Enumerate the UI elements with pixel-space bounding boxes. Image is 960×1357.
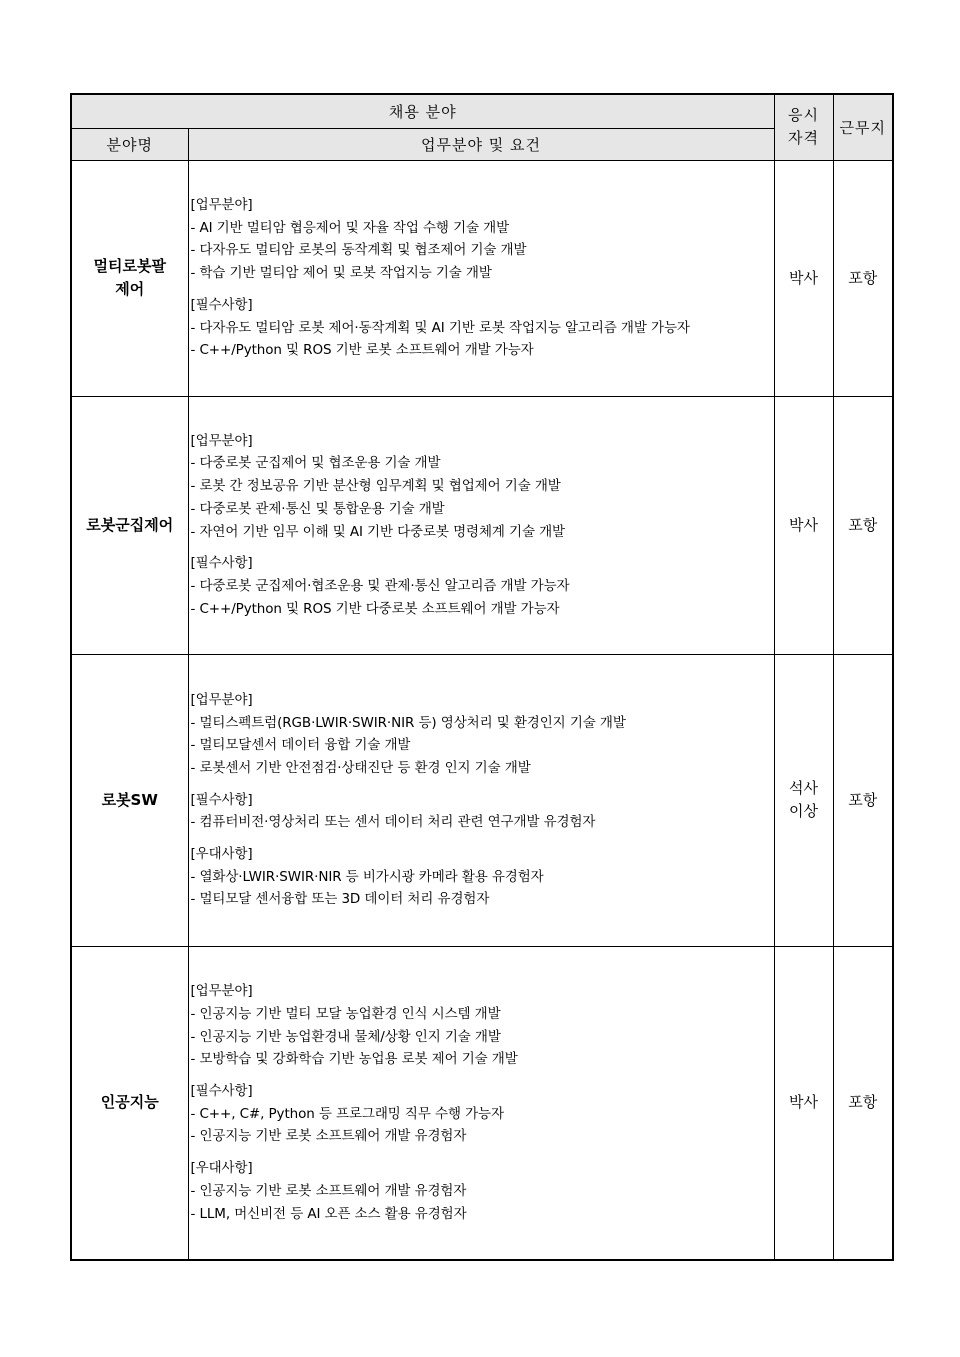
- section-item: - 멀티스펙트럼(RGB·LWIR·SWIR·NIR 등) 영상처리 및 환경인지 기술 개발: [190, 714, 626, 731]
- table-body: [71, 160, 893, 1260]
- section-item: - 인공지능 기반 멀티 모달 농업환경 인식 시스템 개발: [190, 1005, 501, 1022]
- section-title: [필수사항]: [190, 791, 253, 808]
- duties-cell: [188, 160, 774, 396]
- field-name-cell: [71, 396, 188, 654]
- duty-section: [191, 789, 774, 834]
- section-item: - 자연어 기반 임무 이해 및 AI 기반 다중로봇 명령체계 기술 개발: [190, 523, 565, 540]
- section-title: [업무분야]: [190, 432, 253, 449]
- section-item: - C++, C#, Python 등 프로그래밍 직무 수행 가능자: [190, 1105, 504, 1122]
- section-item: - 다중로봇 관제·통신 및 통합운용 기술 개발: [190, 500, 445, 517]
- section-item: - 인공지능 기반 로봇 소프트웨어 개발 유경험자: [190, 1128, 467, 1145]
- header-recruit-field: 채용 분야: [71, 94, 774, 128]
- duty-section: [191, 552, 774, 620]
- field-name-cell: [71, 160, 188, 396]
- qualification-text: 석사: [789, 779, 818, 797]
- section-title: [필수사항]: [190, 1083, 253, 1100]
- recruitment-table: [70, 93, 894, 1261]
- section-item: - C++/Python 및 ROS 기반 다중로봇 소프트웨어 개발 가능자: [190, 600, 560, 617]
- section-item: - 다중로봇 군집제어 및 협조운용 기술 개발: [190, 455, 441, 472]
- duty-section: [191, 194, 774, 285]
- qualification-cell: [774, 396, 833, 654]
- qualification-cell: [774, 160, 833, 396]
- table-row: [71, 654, 893, 946]
- section-item: - 로봇 간 정보공유 기반 분산형 임무계획 및 협업제어 기술 개발: [190, 478, 561, 495]
- section-item: - 학습 기반 멀티암 제어 및 로봇 작업지능 기술 개발: [190, 265, 492, 282]
- section-title: [업무분야]: [190, 197, 253, 214]
- field-name-text: 로봇SW: [101, 790, 158, 809]
- section-item: - C++/Python 및 ROS 기반 로봇 소프트웨어 개발 가능자: [190, 342, 534, 359]
- section-item: - 모방학습 및 강화학습 기반 농업용 로봇 제어 기술 개발: [190, 1051, 518, 1068]
- header-eligibility: [774, 94, 833, 160]
- section-item: - 컴퓨터비전·영상처리 또는 센서 데이터 처리 관련 연구개발 유경험자: [190, 814, 596, 831]
- section-title: [필수사항]: [190, 296, 253, 313]
- section-item: - 열화상·LWIR·SWIR·NIR 등 비가시광 카메라 활용 유경험자: [190, 868, 544, 885]
- section-title: [업무분야]: [190, 691, 253, 708]
- duty-section: [191, 1080, 774, 1148]
- section-item: - 로봇센서 기반 안전점검·상태진단 등 환경 인지 기술 개발: [190, 759, 531, 776]
- qualification-text: 이상: [789, 802, 818, 820]
- section-item: - 멀티모달 센서융합 또는 3D 데이터 처리 유경험자: [190, 891, 490, 908]
- table-row: [71, 160, 893, 396]
- qualification-cell: [774, 946, 833, 1260]
- section-title: [우대사항]: [190, 846, 253, 863]
- header-location: 근무지: [833, 94, 893, 160]
- duty-section: [191, 1157, 774, 1225]
- field-name-cell: [71, 654, 188, 946]
- field-name-text: 멀티로봇팔: [93, 257, 166, 275]
- table-row: [71, 946, 893, 1260]
- section-item: - LLM, 머신비전 등 AI 오픈 소스 활용 유경험자: [190, 1205, 467, 1222]
- location-cell: 포항: [833, 946, 893, 1260]
- location-cell: 포항: [833, 160, 893, 396]
- section-item: - 멀티모달센서 데이터 융합 기술 개발: [190, 737, 411, 754]
- section-title: [우대사항]: [190, 1160, 253, 1177]
- qualification-text: 박사: [789, 268, 818, 287]
- duty-section: [191, 689, 774, 780]
- duty-section: [191, 430, 774, 544]
- table-row: [71, 396, 893, 654]
- qualification-cell: [774, 654, 833, 946]
- field-name-text: 로봇군집제어: [86, 515, 174, 534]
- section-title: [필수사항]: [190, 555, 253, 572]
- section-item: - AI 기반 멀티암 협응제어 및 자율 작업 수행 기술 개발: [190, 219, 510, 236]
- duty-section: [191, 980, 774, 1071]
- header-field-name: 분야명: [71, 128, 188, 160]
- duties-cell: [188, 396, 774, 654]
- duties-cell: [188, 946, 774, 1260]
- section-item: - 인공지능 기반 농업환경내 물체/상황 인지 기술 개발: [190, 1028, 501, 1045]
- field-name-text: 제어: [115, 280, 145, 298]
- header-eligibility-text: 응시 자격: [788, 106, 819, 148]
- section-item: - 인공지능 기반 로봇 소프트웨어 개발 유경험자: [190, 1182, 467, 1199]
- section-title: [업무분야]: [190, 983, 253, 1000]
- location-cell: 포항: [833, 654, 893, 946]
- duty-section: [191, 294, 774, 362]
- section-item: - 다중로봇 군집제어·협조운용 및 관제·통신 알고리즘 개발 가능자: [190, 577, 570, 594]
- duty-section: [191, 843, 774, 911]
- field-name-cell: [71, 946, 188, 1260]
- duties-cell: [188, 654, 774, 946]
- qualification-text: 박사: [789, 515, 818, 534]
- section-item: - 다자유도 멀티암 로봇의 동작계획 및 협조제어 기술 개발: [190, 242, 527, 259]
- location-cell: 포항: [833, 396, 893, 654]
- header-duties: 업무분야 및 요건: [188, 128, 774, 160]
- field-name-text: 인공지능: [100, 1093, 159, 1112]
- section-item: - 다자유도 멀티암 로봇 제어·동작계획 및 AI 기반 로봇 작업지능 알고리즘 개발 가능자: [190, 319, 690, 336]
- qualification-text: 박사: [789, 1093, 818, 1112]
